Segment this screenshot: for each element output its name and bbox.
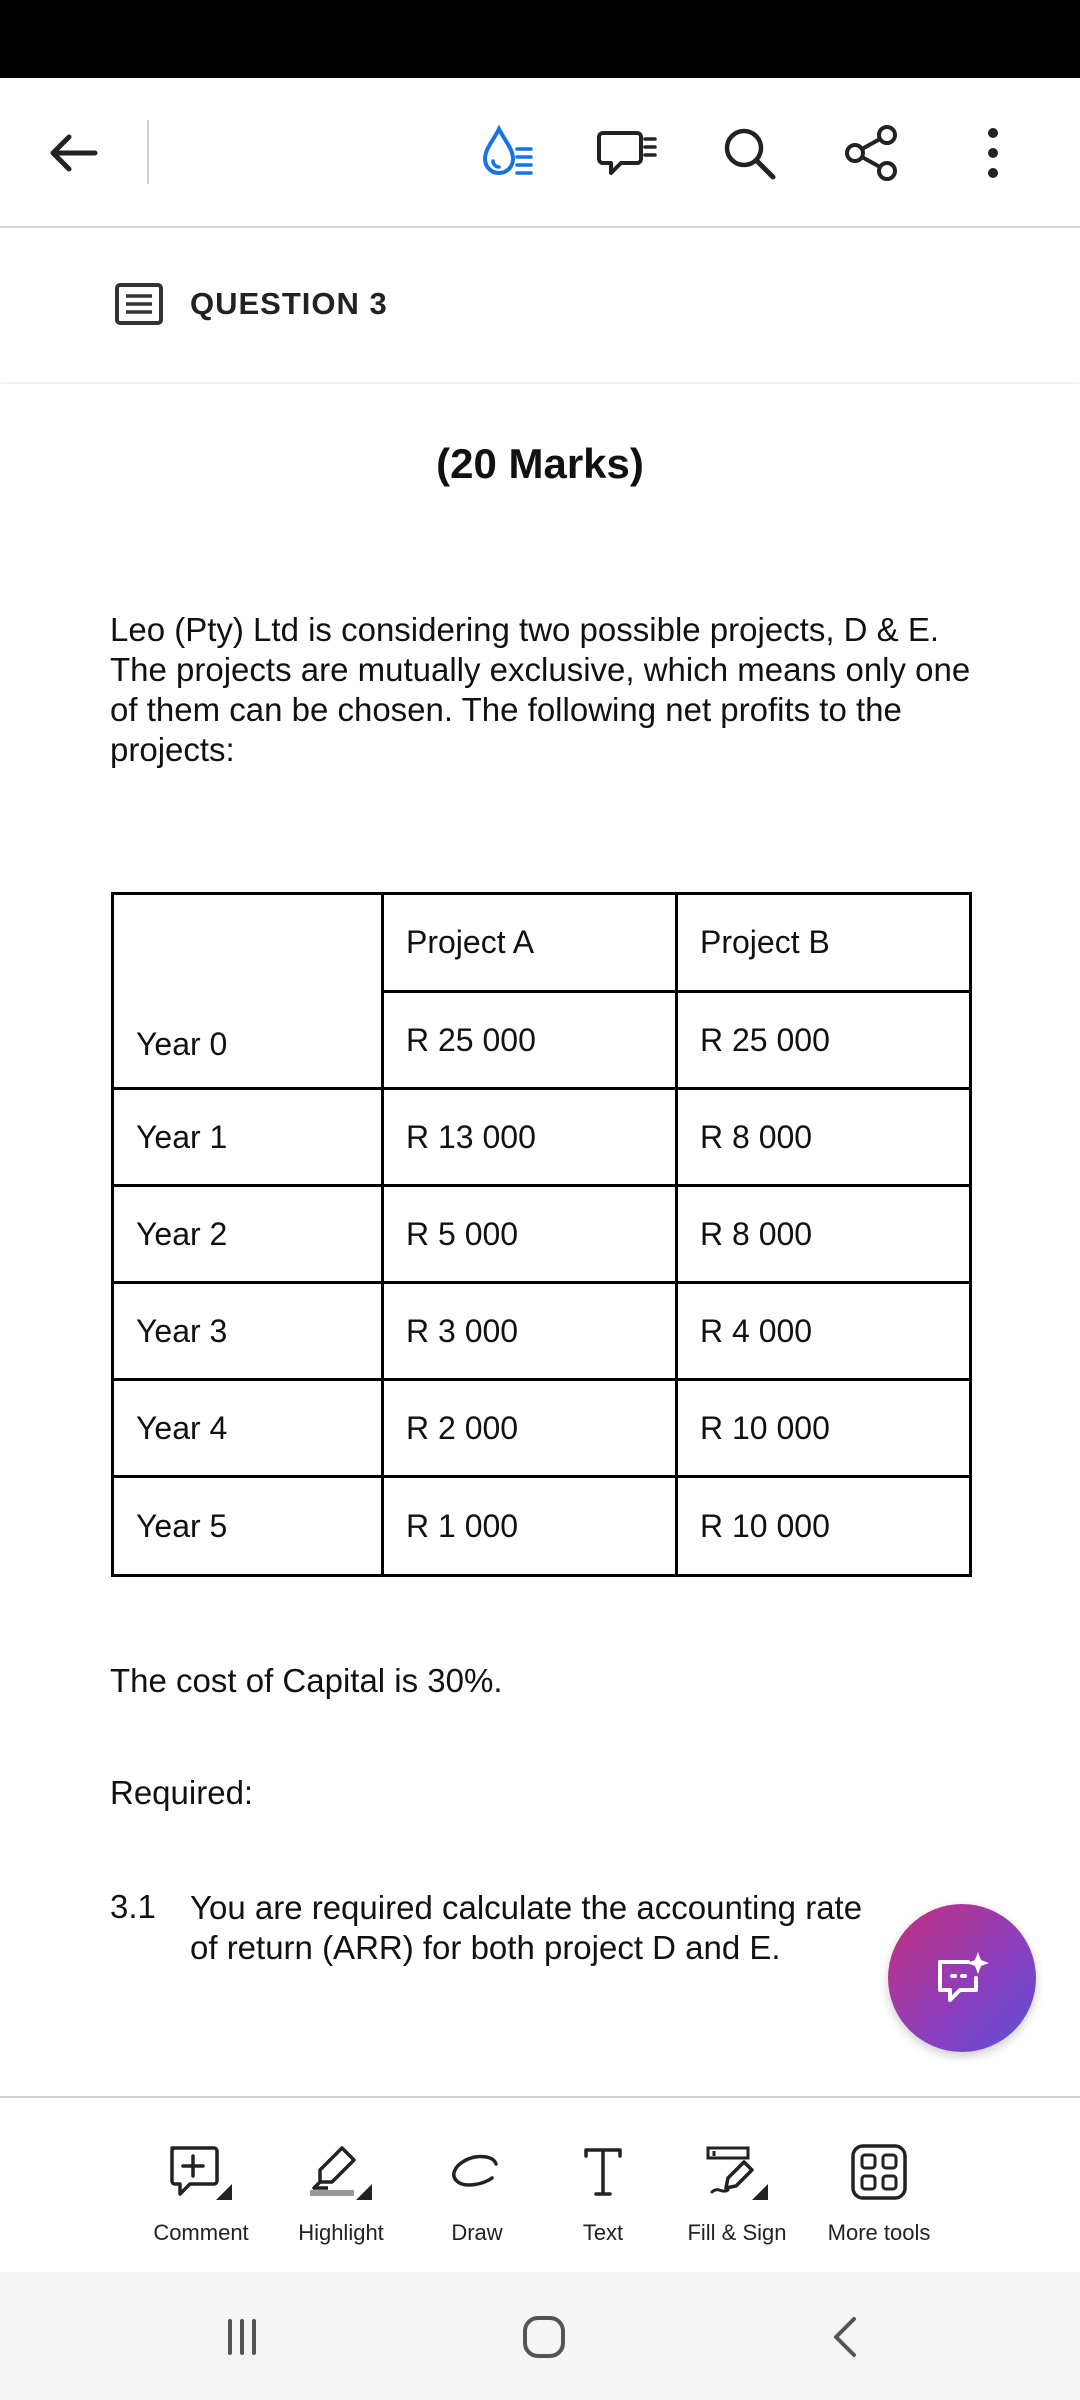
table-cell-year-label: Year 0: [113, 894, 383, 1089]
table-cell: R 25 000: [383, 992, 677, 1089]
table-cell-year-label: Year 5: [113, 1477, 383, 1576]
table-cell: R 10 000: [677, 1380, 971, 1477]
section-header[interactable]: [0, 228, 1080, 382]
table-col-header: Project A: [383, 894, 677, 992]
ai-assistant-button[interactable]: [888, 1904, 1036, 2052]
highlighter-icon: [306, 2142, 376, 2202]
profits-table: [111, 892, 972, 1577]
add-comment-icon: [166, 2142, 236, 2202]
comments-icon: [595, 121, 659, 185]
comment-tool[interactable]: [126, 2142, 276, 2262]
system-back-button[interactable]: [806, 2302, 886, 2372]
table-col-header: Project B: [677, 894, 971, 992]
required-heading: Required:: [110, 1774, 254, 1811]
document-page: [0, 384, 1080, 2096]
overflow-menu-button[interactable]: [948, 108, 1038, 198]
table-cell-year-label: Year 2: [113, 1186, 383, 1283]
chevron-left-icon: [816, 2307, 876, 2367]
table-row: [113, 1089, 971, 1186]
table-cell-year-label: Year 4: [113, 1380, 383, 1477]
more-tools-label: More tools: [827, 2220, 931, 2245]
table-row: [113, 1283, 971, 1380]
cost-of-capital-text: The cost of Capital is 30%.: [110, 1662, 503, 1699]
comments-button[interactable]: [582, 108, 672, 198]
toolbar-divider: [147, 120, 149, 184]
table-cell-year-label: Year 1: [113, 1089, 383, 1186]
text-tool-label: Text: [582, 2220, 624, 2245]
table-cell: R 10 000: [677, 1477, 971, 1576]
table-cell: R 4 000: [677, 1283, 971, 1380]
liquid-mode-icon: [475, 121, 539, 185]
table-cell: R 13 000: [383, 1089, 677, 1186]
back-arrow-icon: [41, 121, 105, 185]
home-icon: [514, 2307, 574, 2367]
text-tool-icon: [568, 2142, 638, 2202]
text-tool[interactable]: [528, 2142, 678, 2262]
table-cell: R 3 000: [383, 1283, 677, 1380]
table-cell: R 25 000: [677, 992, 971, 1089]
share-icon: [839, 121, 903, 185]
table-cell: R 8 000: [677, 1186, 971, 1283]
search-icon: [717, 121, 781, 185]
status-bar: [0, 0, 1080, 78]
top-toolbar: [0, 78, 1080, 228]
recent-apps-icon: [212, 2307, 272, 2367]
table-row: [113, 1380, 971, 1477]
fill-sign-icon: [702, 2142, 772, 2202]
table-cell: R 2 000: [383, 1380, 677, 1477]
marks-heading: (20 Marks): [436, 440, 644, 487]
search-button[interactable]: [704, 108, 794, 198]
fill-sign-tool-label: Fill & Sign: [687, 2220, 787, 2245]
bottom-tools-bar: [0, 2096, 1080, 2274]
comment-tool-label: Comment: [153, 2220, 249, 2245]
share-button[interactable]: [826, 108, 916, 198]
question-text: You are required calculate the accounting rate of return (ARR) for both project D and E.: [190, 1889, 863, 1966]
table-cell: R 1 000: [383, 1477, 677, 1576]
highlight-tool[interactable]: [266, 2142, 416, 2262]
fill-sign-tool[interactable]: [662, 2142, 812, 2262]
grid-apps-icon: [844, 2142, 914, 2202]
document-outline-icon: [114, 282, 164, 326]
recent-apps-button[interactable]: [202, 2302, 282, 2372]
section-title: QUESTION 3: [190, 286, 388, 321]
more-vert-icon: [961, 121, 1025, 185]
question-number: 3.1: [110, 1888, 156, 1925]
table-row: [113, 1186, 971, 1283]
ai-assistant-icon: [930, 1946, 994, 2010]
freehand-draw-icon: [442, 2142, 512, 2202]
table-row: [113, 1477, 971, 1576]
liquid-mode-button[interactable]: [462, 108, 552, 198]
table-cell: R 8 000: [677, 1089, 971, 1186]
home-button[interactable]: [504, 2302, 584, 2372]
table-cell: R 5 000: [383, 1186, 677, 1283]
draw-tool-label: Draw: [451, 2220, 503, 2245]
table-cell-year-label: Year 3: [113, 1283, 383, 1380]
more-tools-button[interactable]: [804, 2142, 954, 2262]
system-nav-bar: [0, 2272, 1080, 2400]
intro-paragraph: Leo (Pty) Ltd is considering two possible projects, D & E. The projects are mutually exclusive, which means only one of them can be chosen. The following net profits to the projects:: [110, 611, 971, 768]
highlight-tool-label: Highlight: [298, 2220, 384, 2245]
back-button[interactable]: [28, 108, 118, 198]
table-header-row: [113, 894, 971, 992]
